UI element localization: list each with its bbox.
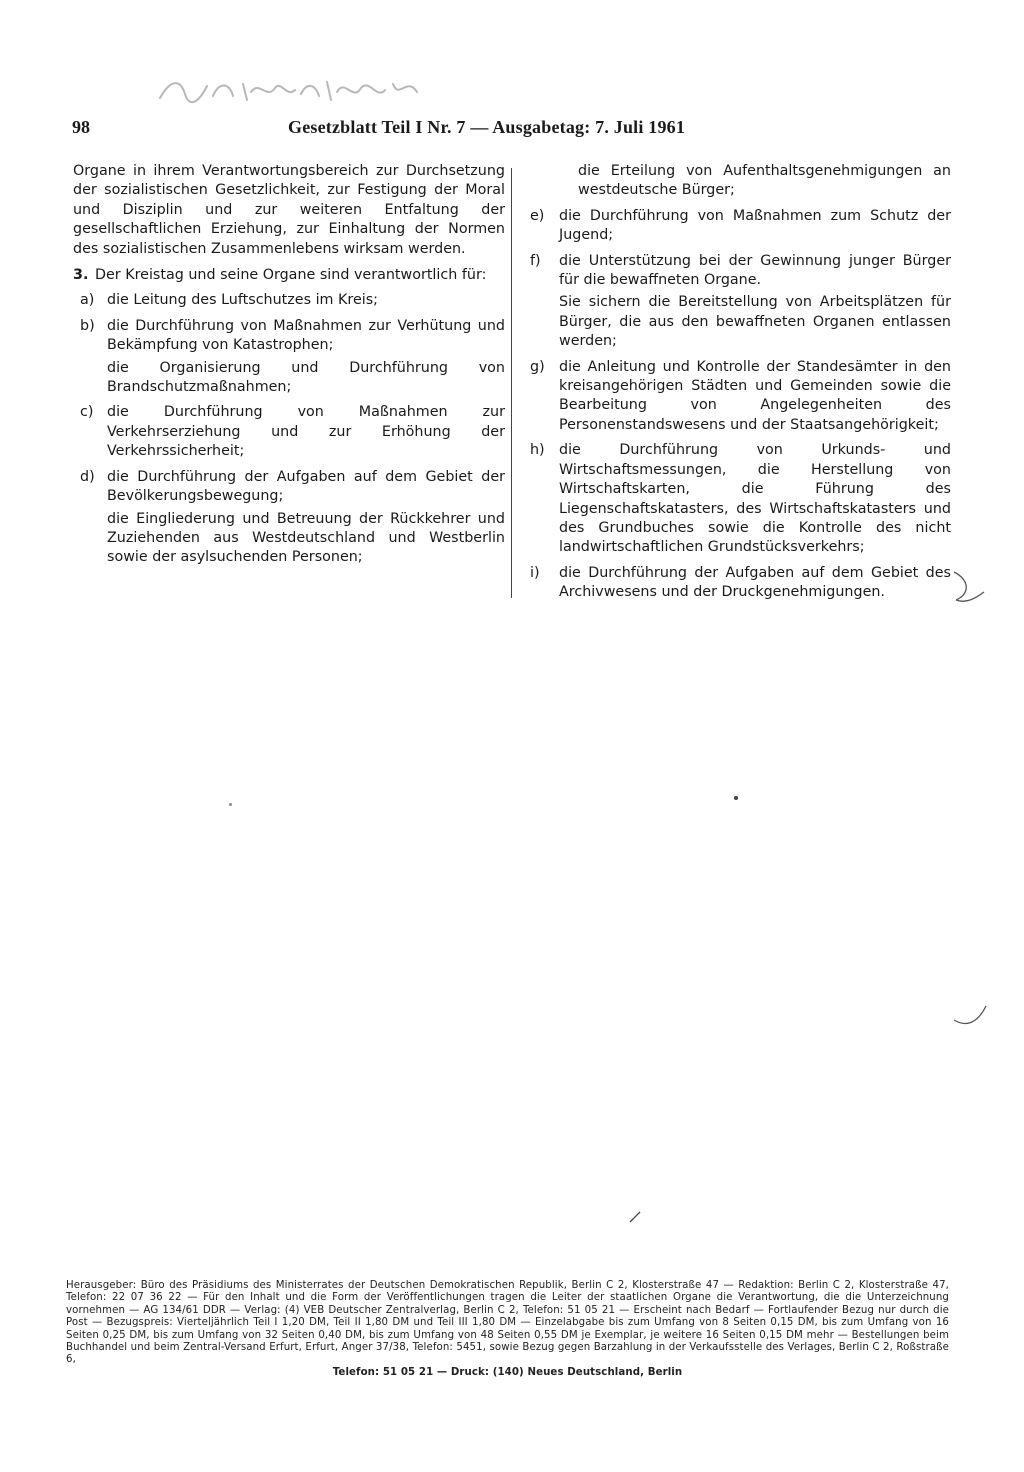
item-text: die Durchführung von Urkunds- und Wirtschaftsmessungen, die Herstellung von Wirtschaftskarten, die Führung des Liegenschaftskatasters, des Wirtschaftskatasters und des Grundbuches sowie die Kontrolle des nicht landwirtschaftlichen Grundstücksverkehrs; [559, 442, 951, 556]
left-column [73, 162, 505, 568]
pen-stroke-mark [628, 1210, 642, 1224]
pencil-handwriting [155, 70, 425, 110]
item-text: die Unterstützung bei der Gewinnung junger Bürger für die bewaffneten Organe. [559, 252, 951, 289]
item-label: b) [80, 317, 95, 334]
column-divider [511, 168, 512, 598]
item-label: g) [530, 358, 545, 375]
list-item-f [530, 252, 951, 352]
item-text: die Durchführung von Maßnahmen zur Verhütung und Bekämpfung von Katastrophen; [107, 317, 505, 354]
item-text: die Organisierung und Durchführung von Brandschutzmaßnahmen; [107, 359, 505, 396]
right-column [530, 162, 951, 603]
continuation-paragraph: die Erteilung von Aufenthaltsgenehmigungen an westdeutsche Bürger; [578, 163, 951, 199]
ink-speck [229, 803, 232, 806]
pen-stroke-mark [948, 568, 988, 608]
list-item-c [73, 403, 505, 461]
item-label: e) [530, 207, 545, 224]
item-text: die Durchführung von Maßnahmen zur Verkehrserziehung und zur Erhöhung der Verkehrssicherheit; [107, 404, 505, 460]
footer-last-line: Telefon: 51 05 21 — Druck: (140) Neues Deutschland, Berlin [332, 1366, 683, 1378]
section-number: 3. [73, 267, 89, 284]
item-label: d) [80, 468, 95, 485]
list-item-b [73, 317, 505, 398]
item-text: die Durchführung der Aufgaben auf dem Gebiet des Archivwesens und der Druckgenehmigungen. [559, 564, 951, 601]
item-text: die Durchführung der Aufgaben auf dem Gebiet der Bevölkerungsbewegung; [107, 468, 505, 505]
section-3 [73, 266, 505, 285]
publication-footer [66, 1280, 949, 1379]
item-text: Sie sichern die Bereitstellung von Arbeitsplätzen für Bürger, die aus den bewaffneten Organen entlassen werden; [559, 294, 951, 350]
list-item-e [530, 207, 951, 246]
item-label: c) [80, 404, 94, 421]
item-label: i) [530, 564, 540, 581]
page-number: 98 [72, 117, 90, 137]
list-item-a [73, 291, 505, 310]
intro-paragraph: Organe in ihrem Verantwortungsbereich zur Durchsetzung der sozialistischen Gesetzlichkeit, zur Festigung der Moral und Disziplin und zur weiteren Entfaltung der gesellschaftlichen Erziehung, zur Einhaltung der Normen des sozialistischen Zusammenlebens wirksam werden. [73, 163, 505, 257]
list-item-g [530, 358, 951, 436]
page-header-title: Gesetzblatt Teil I Nr. 7 — Ausgabetag: 7. Juli 1961 [288, 117, 686, 137]
item-text: die Leitung des Luftschutzes im Kreis; [107, 292, 378, 309]
list-item-h [530, 441, 951, 557]
pen-stroke-mark [950, 1000, 990, 1030]
item-label: a) [80, 292, 95, 309]
item-label: h) [530, 442, 545, 459]
list-item-i [530, 564, 951, 603]
item-text: die Durchführung von Maßnahmen zum Schutz der Jugend; [559, 207, 951, 244]
footer-text: Herausgeber: Büro des Präsidiums des Ministerrates der Deutschen Demokratischen Republik, Berlin C 2, Klosterstraße 47 — Redaktion: Berlin C 2, Klosterstraße 47, Telefon: 22 07 36 22 — Für den Inhalt und die Form der Veröffentlichungen tragen die Leiter der staatlichen Organe die Verantwortung, die die Unterzeichnung vornehmen — AG 134/61 DDR — Verlag: (4) VEB Deutscher Zentralverlag, Berlin C 2, Telefon: 51 05 21 — Erscheint nach Bedarf — Fortlaufender Bezug nur durch die Post — Bezugspreis: Vierteljährlich Teil I 1,20 DM, Teil II 1,80 DM und Teil III 1,80 DM — Einzelabgabe bis zum Umfang von 8 Seiten 0,15 DM, bis zum Umfang von 16 Seiten 0,25 DM, bis zum Umfang von 32 Seiten 0,40 DM, bis zum Umfang von 48 Seiten 0,55 DM je Exemplar, je weitere 16 Seiten 0,15 DM mehr — Bestellungen beim Buchhandel und beim Zentral-Versand Erfurt, Erfurt, Anger 37/38, Telefon: 5451, sowie Bezug gegen Barzahlung in der Verkaufsstelle des Verlages, Berlin C 2, Roßstraße 6, [66, 1280, 949, 1366]
ink-speck [734, 796, 738, 800]
list-item-d [73, 468, 505, 568]
item-label: f) [530, 252, 541, 269]
item-text: die Anleitung und Kontrolle der Standesämter in den kreisangehörigen Städten und Gemeinden sowie die Bearbeitung von Angelegenheiten des Personenstandswesens und der Staatsangehörigkeit; [559, 358, 951, 433]
item-text: die Eingliederung und Betreuung der Rückkehrer und Zuziehenden aus Westdeutschland und Westberlin sowie der asylsuchenden Personen; [107, 510, 505, 566]
section-text: Der Kreistag und seine Organe sind verantwortlich für: [95, 267, 487, 284]
